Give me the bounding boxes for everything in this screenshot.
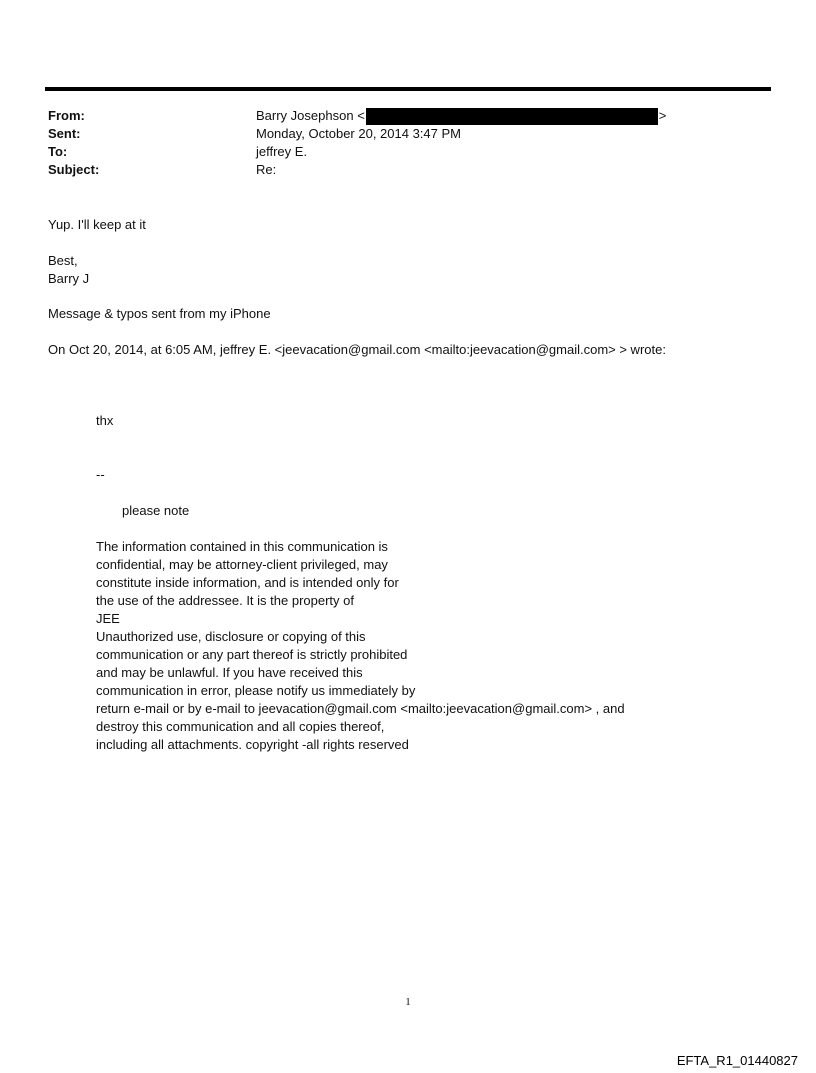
disclaimer-line: and may be unlawful. If you have received this bbox=[96, 665, 363, 680]
to-value: jeffrey E. bbox=[256, 144, 308, 159]
from-open-bracket: < bbox=[357, 108, 365, 123]
disclaimer-line: the use of the addressee. It is the property of bbox=[96, 593, 354, 608]
reply-line: Yup. I'll keep at it bbox=[48, 217, 146, 232]
disclaimer-line: return e-mail or by e-mail to jeevacation@gmail.com <mailto:jeevacation@gmail.com> , and bbox=[96, 701, 625, 716]
sent-row bbox=[48, 125, 666, 143]
disclaimer-line: The information contained in this communication is bbox=[96, 539, 388, 554]
disclaimer-line: destroy this communication and all copies thereof, bbox=[96, 719, 385, 734]
to-row bbox=[48, 143, 666, 161]
disclaimer-line: confidential, may be attorney-client privileged, may bbox=[96, 557, 388, 572]
quoted-message: thx bbox=[96, 413, 114, 428]
mobile-footer: Message & typos sent from my iPhone bbox=[48, 306, 271, 321]
note-heading: please note bbox=[122, 503, 190, 518]
email-header bbox=[48, 107, 666, 179]
subject-value: Re: bbox=[256, 162, 277, 177]
redaction-block bbox=[366, 108, 658, 125]
reply-signature-name: Barry J bbox=[48, 271, 90, 286]
quote-intro: On Oct 20, 2014, at 6:05 AM, jeffrey E. <jeevacation@gmail.com <mailto:jeevacation@gmail.com> > wrote: bbox=[48, 342, 666, 357]
disclaimer-line: communication in error, please notify us immediately by bbox=[96, 683, 416, 698]
subject-label: Subject: bbox=[48, 162, 100, 177]
disclaimer-line: Unauthorized use, disclosure or copying of this bbox=[96, 629, 366, 644]
from-close-bracket: > bbox=[658, 108, 667, 123]
reply-signature bbox=[48, 252, 89, 288]
from-value bbox=[256, 107, 666, 125]
signature-separator: -- bbox=[96, 467, 105, 482]
from-row bbox=[48, 107, 666, 125]
sent-label: Sent: bbox=[48, 126, 81, 141]
from-name: Barry Josephson bbox=[256, 108, 354, 123]
document-id: EFTA_R1_01440827 bbox=[676, 1053, 798, 1068]
reply-signoff: Best, bbox=[48, 253, 78, 268]
disclaimer-block bbox=[96, 538, 625, 754]
to-label: To: bbox=[48, 144, 68, 159]
sent-value: Monday, October 20, 2014 3:47 PM bbox=[256, 126, 461, 141]
disclaimer-line: JEE bbox=[96, 611, 120, 626]
page-number: 1 bbox=[405, 996, 411, 1008]
disclaimer-line: communication or any part thereof is strictly prohibited bbox=[96, 647, 408, 662]
disclaimer-line: including all attachments. copyright -all rights reserved bbox=[96, 737, 409, 752]
from-label: From: bbox=[48, 108, 85, 123]
disclaimer-line: constitute inside information, and is intended only for bbox=[96, 575, 399, 590]
subject-row bbox=[48, 161, 666, 179]
header-divider bbox=[45, 87, 771, 91]
